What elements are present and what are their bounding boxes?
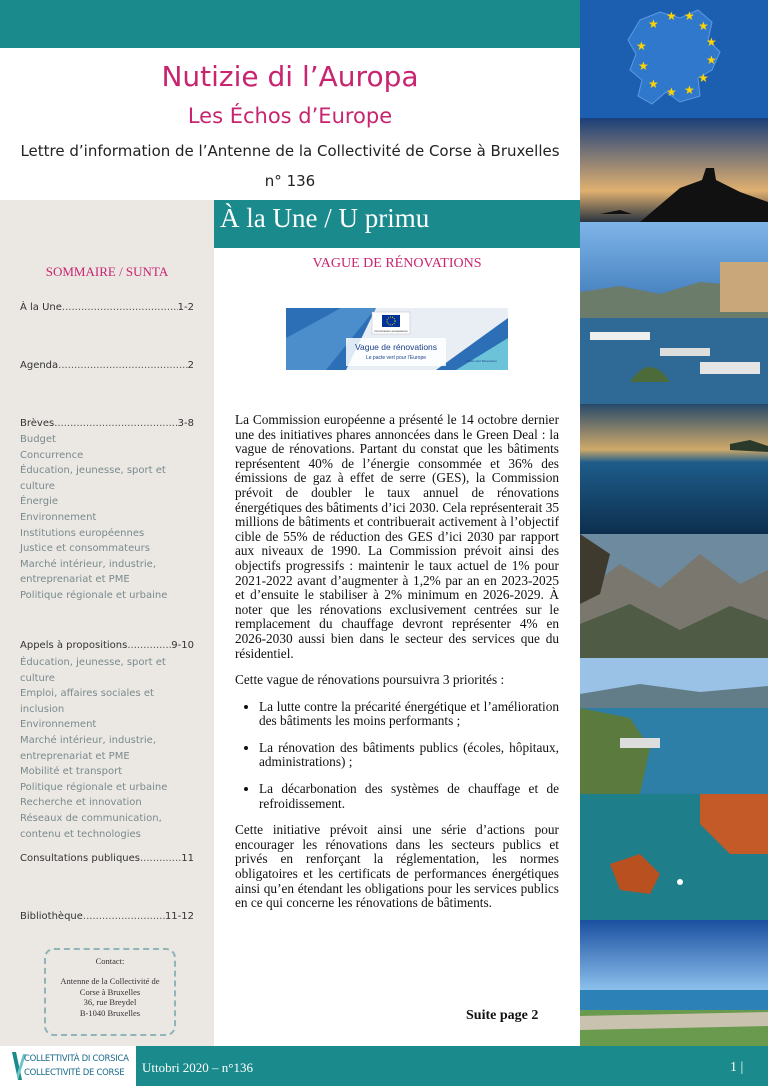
toc-subitem[interactable]: Emploi, affaires sociales et inclusion [20,688,154,715]
page-number: 1 | [730,1060,744,1075]
masthead-subtitle-french: Les Échos d’Europe [187,104,393,128]
contact-line: 36, rue Breydel [83,997,137,1007]
footer-date: Uttobri 2020 – n°136 [142,1060,254,1075]
priority-item: • La lutte contre la précarité énergétique et l’amélioration des bâtiments les moins performants ; [259,700,559,729]
contact-line: Antenne de la Collectivité de [60,976,160,986]
toc-entry-appels[interactable]: Appels à propositions ..... 9-10 [20,640,194,651]
banner-subtitle: Le pacte vert pour l’Europe [365,355,427,361]
toc-subitem[interactable]: Éducation, jeunesse, sport et culture [20,465,166,492]
red-rocks-photo [580,794,768,920]
logo-text-corsican: COLLETTIVITÀ DI CORSICA [24,1054,129,1064]
logo-text-french: COLLECTIVITÉ DE CORSE [24,1068,125,1078]
toc-subitem[interactable]: Mobilité et transport [20,766,123,778]
europe-map-image [580,0,768,118]
continued-link[interactable]: Suite page 2 [466,1008,539,1023]
svg-text:★: ★ [666,85,677,99]
toc-entry-breves[interactable]: Brèves ..... 3-8 [20,418,194,429]
sidebar-table-of-contents [0,200,214,1046]
svg-text:★: ★ [636,39,647,53]
toc-subitem[interactable]: Justice et consommateurs [20,543,150,555]
priorities-list [235,700,559,812]
masthead-title: Nutizie di l’Auropa [161,60,419,93]
newsletter-description: Lettre d’information de l’Antenne de la Collectivité de Corse à Bruxelles [20,142,560,160]
svg-text:★: ★ [706,53,717,67]
banner-tag: Pacte Vert Rénovation [467,359,497,363]
svg-text:★: ★ [706,35,717,49]
sea-bay-photo [580,404,768,534]
toc-subitem[interactable]: Environnement [20,511,97,523]
beach-photo [580,920,768,1046]
renovation-wave-banner [286,308,508,370]
sunset-tower-photo [580,118,768,222]
contact-line: B-1040 Bruxelles [79,1007,141,1018]
toc-breves-subitems [20,432,200,604]
section-header-bar [214,200,580,248]
contact-label: Contact: [95,956,125,966]
toc-subitem[interactable]: Recherche et innovation [20,797,142,809]
toc-subitem[interactable]: Énergie [20,496,59,508]
svg-text:★: ★ [638,59,649,73]
toc-subitem[interactable]: Réseaux de communication, contenu et technologies [20,812,162,840]
toc-entry-consultations[interactable]: Consultations publiques ..... 11 [20,853,194,864]
article-paragraph: Cette vague de rénovations poursuivra 3 priorités : [235,672,505,688]
banner-ec-text: Commission européenne [374,329,408,333]
article-body [235,413,559,923]
top-accent-bar [0,0,580,48]
svg-text:★: ★ [698,19,709,33]
mountain-village-photo [580,534,768,658]
toc-subitem[interactable]: Budget [20,434,56,445]
toc-subitem[interactable]: Marché intérieur, industrie, entreprenariat et PME [20,734,157,762]
toc-subitem[interactable]: Politique régionale et urbaine [20,781,168,793]
svg-text:★: ★ [684,9,695,23]
toc-subitem[interactable]: Concurrence [20,449,84,461]
toc-entry-bibliotheque[interactable]: Bibliothèque ..... 11-12 [20,911,194,922]
article-paragraph: Cette initiative prévoit ainsi une série d’actions pour encourager les rénovations dans les secteurs publics et privés en renforçant la réglementation, les normes obligatoires et les certificats de performances énergétiques ainsi qu’en étendant les obligations pour les services publics en ce qui concerne les rénovations de bâtiments. [235,822,559,911]
toc-title: SOMMAIRE / SUNTA [45,264,169,279]
issue-number: n° 136 [264,172,316,190]
section-header: À la Une / U primu [220,203,430,233]
toc-subitem[interactable]: Marché intérieur, industrie, entreprenariat et PME [20,558,157,586]
svg-text:★: ★ [666,9,677,23]
priority-item: • La décarbonation des systèmes de chauffage et de refroidissement. [259,782,559,811]
article-paragraph: La Commission européenne a présenté le 14 octobre dernier une des initiatives phares annoncées dans le Green Deal : la vague de rénovations. Partant du constat que les bâtiments représentent 40% de l’énergie consommée et 36% des émissions de gaz à effet de serre (GES), la Commission prévoit de doubler le taux annuel de rénovations énergétiques des bâtiments d’ici 2030. Cela représenterait 35 millions de bâtiments et contribuerait activement à l’objectif cible de 55% de réduction des GES d’ici 2030 par rapport aux niveaux de 1990. La Commission prévoit ainsi des objectifs progressifs : maintenir le taux actuel de 1% pour 2021-2022 avant d’augmenter à 1,2% par an en 2023-2025 et d’ensuite le stabiliser à 2% minimum en 2026-2029. À noter que les rénovations exclusivement centrées sur le remplacement du chauffage devront représenter 4% en 2026-2030 aussi bien dans le secteur des services que du résidentiel. [235,412,559,661]
toc-entry-agenda[interactable]: Agenda ..... 2 [20,360,194,371]
svg-text:★: ★ [698,71,709,85]
priority-item: • La rénovation des bâtiments publics (écoles, hôpitaux, administrations) ; [259,741,559,770]
contact-box [44,948,176,1036]
toc-appels-subitems [20,655,200,842]
harbor-photo [580,222,768,404]
photo-strip [580,0,768,1046]
article-title: VAGUE DE RÉNOVATIONS [312,256,482,271]
toc-subitem[interactable]: Éducation, jeunesse, sport et culture [20,657,166,684]
toc-entry-a-la-une[interactable]: À la Une ..... 1-2 [20,302,194,313]
svg-text:★: ★ [648,77,659,91]
banner-title: Vague de rénovations [354,342,438,352]
svg-text:★: ★ [684,83,695,97]
contact-line: Corse à Bruxelles [79,986,141,997]
svg-text:★: ★ [648,17,659,31]
coastline-photo [580,658,768,794]
toc-subitem[interactable]: Politique régionale et urbaine [20,589,168,601]
toc-subitem[interactable]: Institutions européennes [20,527,145,539]
toc-subitem[interactable]: Environnement [20,719,97,731]
